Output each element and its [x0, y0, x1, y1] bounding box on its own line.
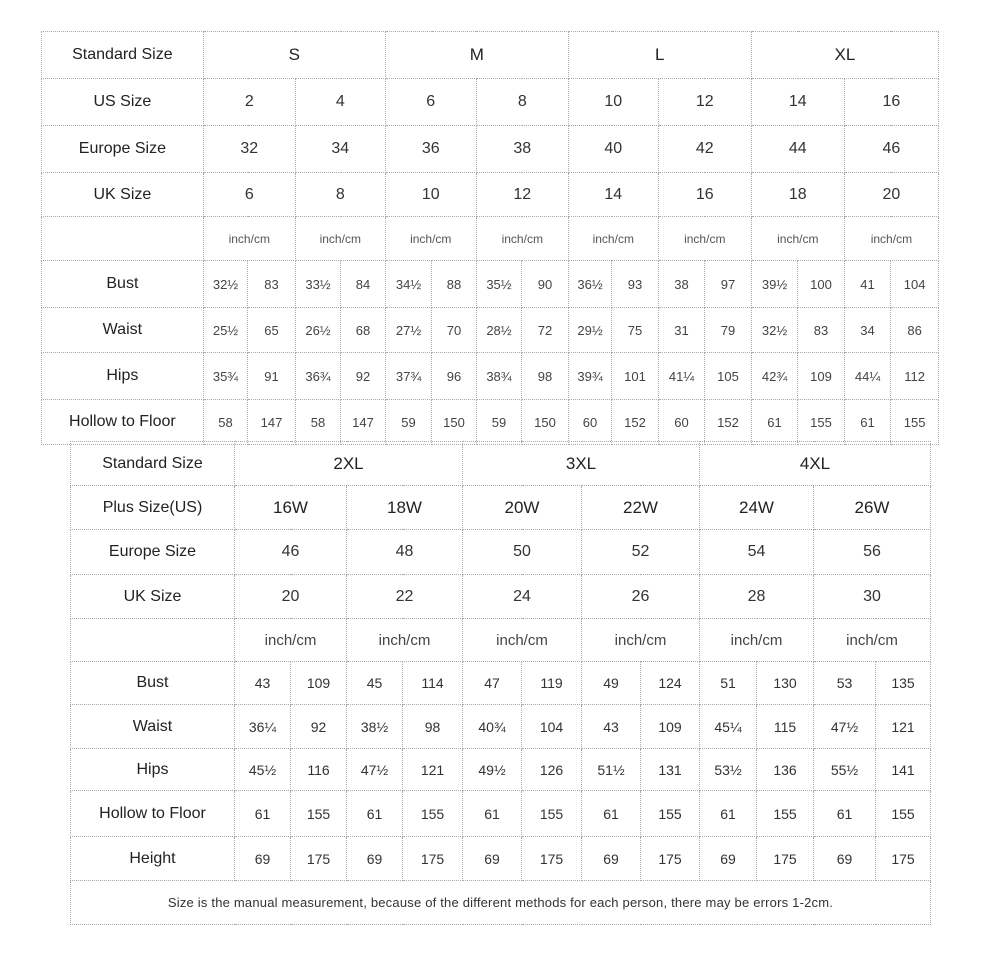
measure-cm: 150: [522, 400, 569, 445]
measure-inch: 45¼: [700, 705, 757, 749]
measure-inch: 44¼: [844, 353, 891, 400]
measure-cm: 114: [403, 662, 463, 705]
row-label: Waist: [71, 705, 235, 749]
row-label: Hollow to Floor: [71, 791, 235, 837]
measure-inch: 40¾: [463, 705, 522, 749]
measure-inch: 47: [463, 662, 522, 705]
row-label: Hips: [42, 353, 204, 400]
size-chart-standard: [41, 31, 939, 445]
measure-cm: 109: [641, 705, 700, 749]
row-label: Hips: [71, 749, 235, 791]
measure-cm: 101: [612, 353, 659, 400]
unit-label: inch/cm: [751, 217, 844, 261]
measure-cm: 86: [891, 308, 939, 353]
row-label: US Size: [42, 79, 204, 126]
size-value: 16: [844, 79, 938, 126]
measure-inch: 27½: [385, 308, 432, 353]
measure-cm: 68: [341, 308, 386, 353]
measure-inch: 61: [700, 791, 757, 837]
measure-cm: 126: [522, 749, 582, 791]
measure-inch: 61: [347, 791, 403, 837]
unit-label: inch/cm: [844, 217, 938, 261]
unit-label: inch/cm: [295, 217, 385, 261]
measure-inch: 49: [582, 662, 641, 705]
measure-inch: 58: [295, 400, 340, 445]
measure-cm: 155: [403, 791, 463, 837]
empty-cell: [42, 217, 204, 261]
size-value: 20: [235, 575, 347, 619]
measure-cm: 124: [641, 662, 700, 705]
measure-cm: 131: [641, 749, 700, 791]
measure-cm: 152: [612, 400, 659, 445]
size-value: 12: [476, 173, 568, 217]
row-label: Hollow to Floor: [42, 400, 204, 445]
unit-label: inch/cm: [568, 217, 658, 261]
measure-inch: 61: [582, 791, 641, 837]
measure-inch: 38: [658, 261, 705, 308]
size-value: 22W: [582, 486, 700, 530]
measure-inch: 35½: [476, 261, 521, 308]
measure-cm: 147: [248, 400, 296, 445]
row-label: UK Size: [71, 575, 235, 619]
measure-cm: 75: [612, 308, 659, 353]
measure-cm: 175: [291, 837, 347, 881]
measure-cm: 100: [798, 261, 845, 308]
size-header: L: [568, 32, 751, 79]
size-header: S: [203, 32, 385, 79]
row-note: [71, 881, 931, 925]
row-bust: [71, 662, 931, 705]
measure-cm: 90: [522, 261, 569, 308]
row-label: Europe Size: [71, 530, 235, 575]
measure-inch: 41: [844, 261, 891, 308]
measure-inch: 25½: [203, 308, 247, 353]
size-value: 34: [295, 126, 385, 173]
row-label: Waist: [42, 308, 204, 353]
size-value: 54: [700, 530, 814, 575]
measure-inch: 38½: [347, 705, 403, 749]
measurement-note: Size is the manual measurement, because of the different methods for each person, there may be errors 1-2cm.: [71, 881, 931, 925]
row-hollow-to-floor: [42, 400, 939, 445]
measure-cm: 141: [876, 749, 931, 791]
measure-cm: 119: [522, 662, 582, 705]
measure-cm: 92: [291, 705, 347, 749]
measure-inch: 32½: [203, 261, 247, 308]
measure-inch: 69: [235, 837, 291, 881]
measure-inch: 61: [751, 400, 798, 445]
size-value: 38: [476, 126, 568, 173]
measure-inch: 53: [814, 662, 876, 705]
size-value: 48: [347, 530, 463, 575]
size-value: 46: [844, 126, 938, 173]
measure-cm: 105: [705, 353, 752, 400]
size-value: 18: [751, 173, 844, 217]
measure-cm: 155: [891, 400, 939, 445]
measure-cm: 121: [876, 705, 931, 749]
size-value: 8: [476, 79, 568, 126]
measure-cm: 97: [705, 261, 752, 308]
measure-inch: 31: [658, 308, 705, 353]
measure-inch: 47½: [347, 749, 403, 791]
size-header: 4XL: [700, 442, 931, 486]
size-value: 14: [568, 173, 658, 217]
size-value: 4: [295, 79, 385, 126]
measure-cm: 83: [248, 261, 296, 308]
measure-cm: 155: [876, 791, 931, 837]
measure-cm: 84: [341, 261, 386, 308]
measure-inch: 36¾: [295, 353, 340, 400]
row-hips: [42, 353, 939, 400]
measure-inch: 45: [347, 662, 403, 705]
row-units: [71, 619, 931, 662]
measure-inch: 61: [235, 791, 291, 837]
row-europe-size: [71, 530, 931, 575]
unit-label: inch/cm: [658, 217, 751, 261]
measure-cm: 109: [798, 353, 845, 400]
row-units: [42, 217, 939, 261]
row-label: UK Size: [42, 173, 204, 217]
measure-inch: 39¾: [568, 353, 611, 400]
measure-cm: 88: [432, 261, 476, 308]
measure-inch: 32½: [751, 308, 798, 353]
empty-cell: [71, 619, 235, 662]
size-chart-plus: [70, 441, 931, 925]
size-value: 10: [568, 79, 658, 126]
unit-label: inch/cm: [463, 619, 582, 662]
measure-cm: 91: [248, 353, 296, 400]
measure-cm: 136: [757, 749, 814, 791]
measure-inch: 59: [385, 400, 432, 445]
row-label: Bust: [42, 261, 204, 308]
measure-inch: 43: [235, 662, 291, 705]
size-value: 46: [235, 530, 347, 575]
size-header: 2XL: [235, 442, 463, 486]
measure-cm: 112: [891, 353, 939, 400]
measure-cm: 70: [432, 308, 476, 353]
measure-cm: 116: [291, 749, 347, 791]
row-label: Height: [71, 837, 235, 881]
row-europe-size: [42, 126, 939, 173]
size-value: 36: [385, 126, 476, 173]
row-us-size: [42, 79, 939, 126]
measure-inch: 38¾: [476, 353, 521, 400]
size-header: 3XL: [463, 442, 700, 486]
row-label: Bust: [71, 662, 235, 705]
measure-inch: 34½: [385, 261, 432, 308]
measure-cm: 155: [522, 791, 582, 837]
unit-label: inch/cm: [203, 217, 295, 261]
size-value: 10: [385, 173, 476, 217]
size-value: 52: [582, 530, 700, 575]
measure-inch: 53½: [700, 749, 757, 791]
measure-inch: 42¾: [751, 353, 798, 400]
size-value: 24W: [700, 486, 814, 530]
size-value: 6: [203, 173, 295, 217]
measure-inch: 69: [582, 837, 641, 881]
measure-inch: 69: [814, 837, 876, 881]
unit-label: inch/cm: [814, 619, 931, 662]
measure-inch: 47½: [814, 705, 876, 749]
size-value: 6: [385, 79, 476, 126]
row-waist: [42, 308, 939, 353]
row-hollow-to-floor: [71, 791, 931, 837]
unit-label: inch/cm: [385, 217, 476, 261]
measure-cm: 152: [705, 400, 752, 445]
measure-inch: 41¼: [658, 353, 705, 400]
measure-cm: 155: [641, 791, 700, 837]
measure-inch: 58: [203, 400, 247, 445]
row-label: Standard Size: [42, 32, 204, 79]
measure-inch: 69: [700, 837, 757, 881]
size-value: 8: [295, 173, 385, 217]
measure-inch: 36½: [568, 261, 611, 308]
size-value: 18W: [347, 486, 463, 530]
row-uk-size: [42, 173, 939, 217]
measure-cm: 150: [432, 400, 476, 445]
measure-inch: 59: [476, 400, 521, 445]
size-value: 56: [814, 530, 931, 575]
size-value: 12: [658, 79, 751, 126]
measure-inch: 26½: [295, 308, 340, 353]
measure-cm: 135: [876, 662, 931, 705]
size-header: M: [385, 32, 568, 79]
unit-label: inch/cm: [476, 217, 568, 261]
size-value: 30: [814, 575, 931, 619]
measure-inch: 61: [463, 791, 522, 837]
size-value: 40: [568, 126, 658, 173]
measure-inch: 37¾: [385, 353, 432, 400]
unit-label: inch/cm: [700, 619, 814, 662]
size-value: 14: [751, 79, 844, 126]
size-value: 20: [844, 173, 938, 217]
size-value: 44: [751, 126, 844, 173]
measure-cm: 130: [757, 662, 814, 705]
measure-cm: 115: [757, 705, 814, 749]
row-plus-size-us: [71, 486, 931, 530]
measure-cm: 147: [341, 400, 386, 445]
measure-cm: 121: [403, 749, 463, 791]
row-bust: [42, 261, 939, 308]
measure-inch: 35¾: [203, 353, 247, 400]
measure-cm: 72: [522, 308, 569, 353]
measure-inch: 69: [347, 837, 403, 881]
measure-cm: 155: [291, 791, 347, 837]
measure-inch: 69: [463, 837, 522, 881]
measure-cm: 175: [403, 837, 463, 881]
row-waist: [71, 705, 931, 749]
measure-cm: 155: [757, 791, 814, 837]
measure-inch: 36¼: [235, 705, 291, 749]
measure-cm: 155: [798, 400, 845, 445]
size-header: XL: [751, 32, 938, 79]
measure-inch: 29½: [568, 308, 611, 353]
unit-label: inch/cm: [347, 619, 463, 662]
row-hips: [71, 749, 931, 791]
measure-inch: 34: [844, 308, 891, 353]
measure-cm: 79: [705, 308, 752, 353]
measure-inch: 33½: [295, 261, 340, 308]
size-value: 26: [582, 575, 700, 619]
size-value: 24: [463, 575, 582, 619]
measure-cm: 98: [403, 705, 463, 749]
size-value: 26W: [814, 486, 931, 530]
measure-inch: 60: [658, 400, 705, 445]
row-standard-size: [42, 32, 939, 79]
unit-label: inch/cm: [582, 619, 700, 662]
measure-inch: 49½: [463, 749, 522, 791]
measure-inch: 51: [700, 662, 757, 705]
measure-cm: 98: [522, 353, 569, 400]
unit-label: inch/cm: [235, 619, 347, 662]
measure-cm: 96: [432, 353, 476, 400]
measure-cm: 104: [891, 261, 939, 308]
measure-inch: 43: [582, 705, 641, 749]
row-uk-size: [71, 575, 931, 619]
measure-inch: 61: [844, 400, 891, 445]
size-value: 22: [347, 575, 463, 619]
row-standard-size: [71, 442, 931, 486]
row-label: Plus Size(US): [71, 486, 235, 530]
size-value: 20W: [463, 486, 582, 530]
row-label: Europe Size: [42, 126, 204, 173]
measure-inch: 51½: [582, 749, 641, 791]
measure-cm: 175: [876, 837, 931, 881]
size-value: 28: [700, 575, 814, 619]
size-value: 16: [658, 173, 751, 217]
measure-inch: 61: [814, 791, 876, 837]
measure-inch: 28½: [476, 308, 521, 353]
measure-cm: 83: [798, 308, 845, 353]
size-value: 42: [658, 126, 751, 173]
size-value: 16W: [235, 486, 347, 530]
measure-cm: 93: [612, 261, 659, 308]
size-value: 50: [463, 530, 582, 575]
measure-cm: 104: [522, 705, 582, 749]
measure-cm: 92: [341, 353, 386, 400]
row-height: [71, 837, 931, 881]
measure-cm: 109: [291, 662, 347, 705]
measure-inch: 45½: [235, 749, 291, 791]
measure-inch: 55½: [814, 749, 876, 791]
measure-cm: 175: [522, 837, 582, 881]
measure-cm: 65: [248, 308, 296, 353]
measure-inch: 39½: [751, 261, 798, 308]
measure-cm: 175: [757, 837, 814, 881]
measure-inch: 60: [568, 400, 611, 445]
size-value: 32: [203, 126, 295, 173]
size-value: 2: [203, 79, 295, 126]
row-label: Standard Size: [71, 442, 235, 486]
measure-cm: 175: [641, 837, 700, 881]
